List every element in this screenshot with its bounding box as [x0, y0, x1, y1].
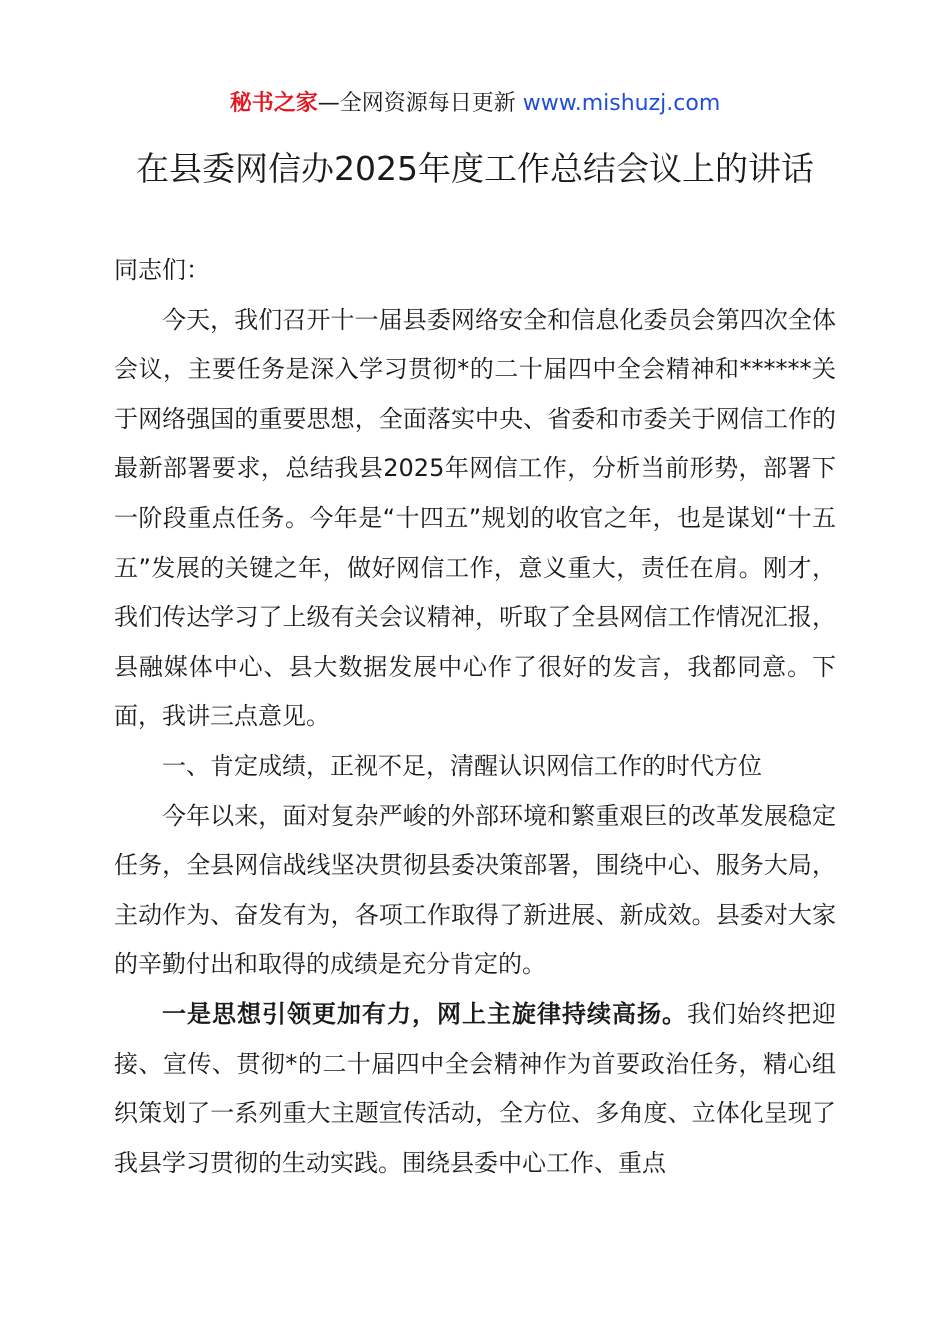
site-header — [0, 86, 950, 122]
point-1-lead: 一是思想引领更加有力，网上主旋律持续高扬。 — [162, 999, 687, 1028]
paragraph-intro: 今天，我们召开十一届县委网络安全和信息化委员会第四次全体会议，主要任务是深入学习贯彻*的二十届四中全会精神和******关于网络强国的重要思想，全面落实中央、省委和市委关于网信工作的最新部署要求，总结我县2025年网信工作，分析当前形势，部署下一阶段重点任务。今年是“十四五”规划的收官之年，也是谋划“十五五”发展的关键之年，做好网信工作，意义重大，责任在肩。刚才，我们传达学习了上级有关会议精神，听取了全县网信工作情况汇报，县融媒体中心、县大数据发展中心作了很好的发言，我都同意。下面，我讲三点意见。 — [114, 305, 836, 731]
point-1-text: 我们始终把迎接、宣传、贯彻*的二十届四中全会精神作为首要政治任务，精心组织策划了一系列重大主题宣传活动，全方位、多角度、立体化呈现了我县学习贯彻的生动实践。围绕县委中心工作、重点 — [114, 999, 836, 1177]
paragraph-point-1 — [114, 990, 836, 1188]
section-heading-1: 一、肯定成绩，正视不足，清醒认识网信工作的时代方位 — [162, 751, 762, 780]
salutation: 同志们： — [114, 256, 210, 284]
site-tagline: —全网资源每日更新 — [317, 91, 516, 116]
document-body — [114, 246, 836, 1188]
paragraph-achievements: 今年以来，面对复杂严峻的外部环境和繁重艰巨的改革发展稳定任务，全县网信战线坚决贯彻县委决策部署，围绕中心、服务大局，主动作为、奋发有为，各项工作取得了新进展、新成效。县委对大家的辛勤付出和取得的成绩是充分肯定的。 — [114, 801, 836, 979]
site-url-link[interactable]: www.mishuzj.com — [522, 91, 721, 116]
site-brand: 秘书之家 — [229, 91, 318, 116]
document-title: 在县委网信办2025年度工作总结会议上的讲话 — [136, 149, 814, 188]
